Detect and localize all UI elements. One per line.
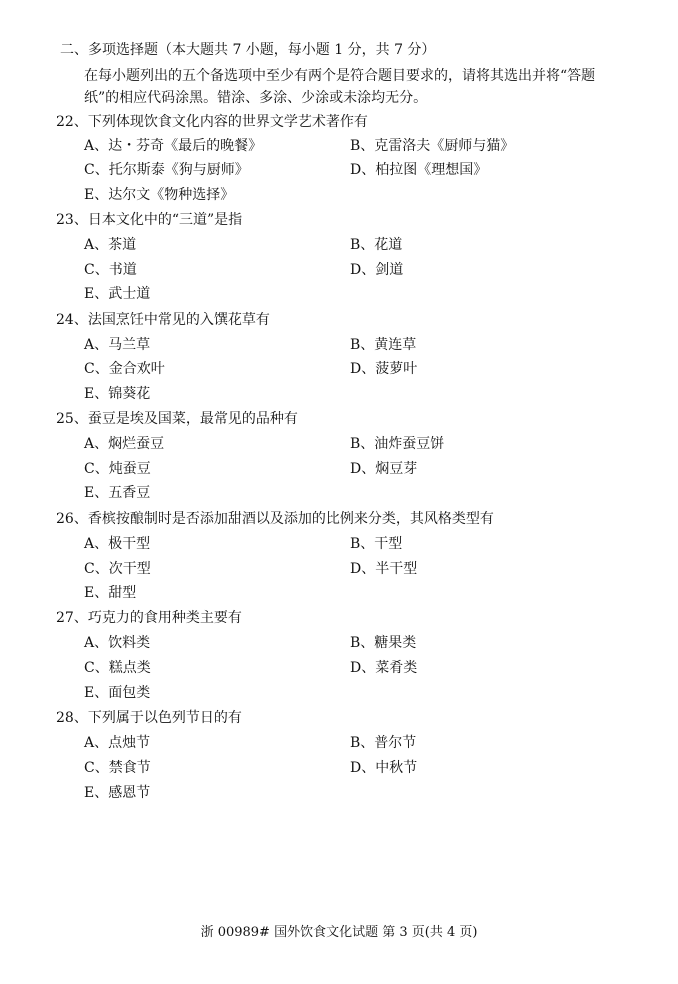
instruction-line-2: 纸”的相应代码涂黑。错涂、多涂、少涂或未涂均无分。 (84, 90, 428, 106)
question-26-option-e: E、甜型 (84, 585, 137, 601)
question-22-option-a: A、达・芬奇《最后的晚餐》 (84, 138, 263, 154)
question-25-option-e: E、五香豆 (84, 485, 151, 501)
question-26-option-a: A、极干型 (84, 536, 151, 552)
question-26-stem: 26、香槟按酿制时是否添加甜酒以及添加的比例来分类，其风格类型有 (56, 511, 494, 527)
question-28-stem: 28、下列属于以色列节日的有 (56, 710, 242, 726)
question-26-option-c: C、次干型 (84, 561, 151, 577)
question-22-option-c: C、托尔斯泰《狗与厨师》 (84, 162, 249, 178)
question-23-option-e: E、武士道 (84, 286, 151, 302)
question-23-option-a: A、茶道 (84, 237, 137, 253)
question-23-option-c: C、书道 (84, 262, 137, 278)
question-25-stem: 25、蚕豆是埃及国菜，最常见的品种有 (56, 411, 298, 427)
question-23-stem: 23、日本文化中的“三道”是指 (56, 212, 243, 228)
question-25-option-c: C、炖蚕豆 (84, 461, 151, 477)
question-26-option-d: D、半干型 (350, 561, 418, 577)
section-title: 二、多项选择题（本大题共 7 小题，每小题 1 分，共 7 分） (60, 42, 436, 58)
question-27-option-c: C、糕点类 (84, 660, 151, 676)
question-24-option-d: D、菠萝叶 (350, 361, 418, 377)
question-24-option-b: B、黄连草 (350, 337, 417, 353)
question-26-option-b: B、干型 (350, 536, 403, 552)
instruction-line-1: 在每小题列出的五个备选项中至少有两个是符合题目要求的，请将其选出并将“答题 (84, 68, 596, 84)
page-footer: 浙 00989# 国外饮食文化试题 第 3 页(共 4 页) (200, 925, 478, 940)
question-27-stem: 27、巧克力的食用种类主要有 (56, 610, 242, 626)
question-22-stem: 22、下列体现饮食文化内容的世界文学艺术著作有 (56, 114, 368, 130)
question-23-option-b: B、花道 (350, 237, 403, 253)
question-27-option-a: A、饮料类 (84, 635, 151, 651)
question-28-option-b: B、普尔节 (350, 735, 417, 751)
question-25-option-a: A、焖烂蚕豆 (84, 436, 165, 452)
question-23-option-d: D、剑道 (350, 262, 404, 278)
question-28-option-a: A、点烛节 (84, 735, 151, 751)
question-24-stem: 24、法国烹饪中常见的入馔花草有 (56, 312, 270, 328)
question-25-option-d: D、焖豆芽 (350, 461, 418, 477)
question-22-option-d: D、柏拉图《理想国》 (350, 162, 488, 178)
question-22-option-b: B、克雷洛夫《厨师与猫》 (350, 138, 515, 154)
question-27-option-e: E、面包类 (84, 685, 151, 701)
question-28-option-c: C、禁食节 (84, 760, 151, 776)
question-24-option-a: A、马兰草 (84, 337, 151, 353)
question-24-option-e: E、锦葵花 (84, 386, 151, 402)
question-24-option-c: C、金合欢叶 (84, 361, 165, 377)
question-28-option-e: E、感恩节 (84, 785, 151, 801)
question-22-option-e: E、达尔文《物种选择》 (84, 187, 235, 203)
question-27-option-d: D、菜肴类 (350, 660, 418, 676)
question-27-option-b: B、糖果类 (350, 635, 417, 651)
question-28-option-d: D、中秋节 (350, 760, 418, 776)
question-25-option-b: B、油炸蚕豆饼 (350, 436, 445, 452)
